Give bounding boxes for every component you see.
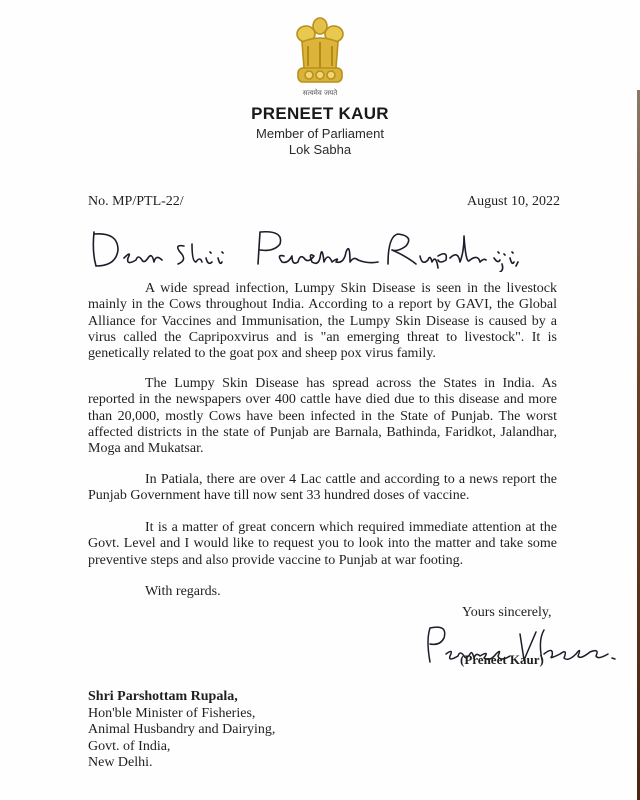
body-paragraph: It is a matter of great concern which required immediate attention at the Govt. Level and I would like to request you to look into the matter and take some preventive steps and also provide vaccine to Punjab at war footing. — [88, 520, 557, 568]
handwritten-salutation — [88, 222, 608, 272]
letterhead-role: Member of Parliament — [256, 126, 384, 141]
addressee-line: New Delhi. — [88, 755, 153, 771]
valediction: Yours sincerely, — [462, 605, 552, 620]
addressee-line: Animal Husbandry and Dairying, — [88, 722, 276, 738]
addressee-line: Govt. of India, — [88, 738, 171, 754]
body-paragraph: The Lumpy Skin Disease has spread across the States in India. As reported in the newspapers over 400 cattle have died due to this disease and more than 20,000, mostly Cows have been infected in the State of Punjab. The worst affected districts in the state of Punjab are Barnala, Bathinda, Faridkot, Jalandhar, Moga and Mukatsar. — [88, 376, 557, 457]
addressee-block — [88, 689, 275, 772]
letter-date: August 10, 2022 — [467, 194, 560, 209]
ashoka-emblem-icon — [282, 12, 358, 98]
body-paragraph: In Patiala, there are over 4 Lac cattle and according to a news report the Punjab Government have till now sent 33 hundred doses of vaccine. — [88, 472, 557, 504]
addressee-name: Shri Parshottam Rupala, — [88, 689, 238, 704]
addressee-line: Hon'ble Minister of Fisheries, — [88, 705, 256, 721]
reference-number: No. MP/PTL-22/ — [88, 194, 184, 209]
letterhead-name: PRENEET KAUR — [251, 104, 389, 123]
regards-line: With regards. — [145, 584, 221, 599]
letterhead-house: Lok Sabha — [288, 142, 352, 157]
emblem-motto: सत्यमेव जयते — [302, 89, 338, 97]
body-paragraph: A wide spread infection, Lumpy Skin Disease is seen in the livestock mainly in the Cows throughout India. According to a report by GAVI, the Global Alliance for Vaccines and Immunisation, the Lumpy Skin Disease is caused by a virus called the Capripoxvirus and is "an emerging threat to livestock". It is genetically related to the goat pox and sheep pox virus family. — [88, 281, 557, 362]
signatory-name: (Preneet Kaur) — [460, 652, 544, 667]
